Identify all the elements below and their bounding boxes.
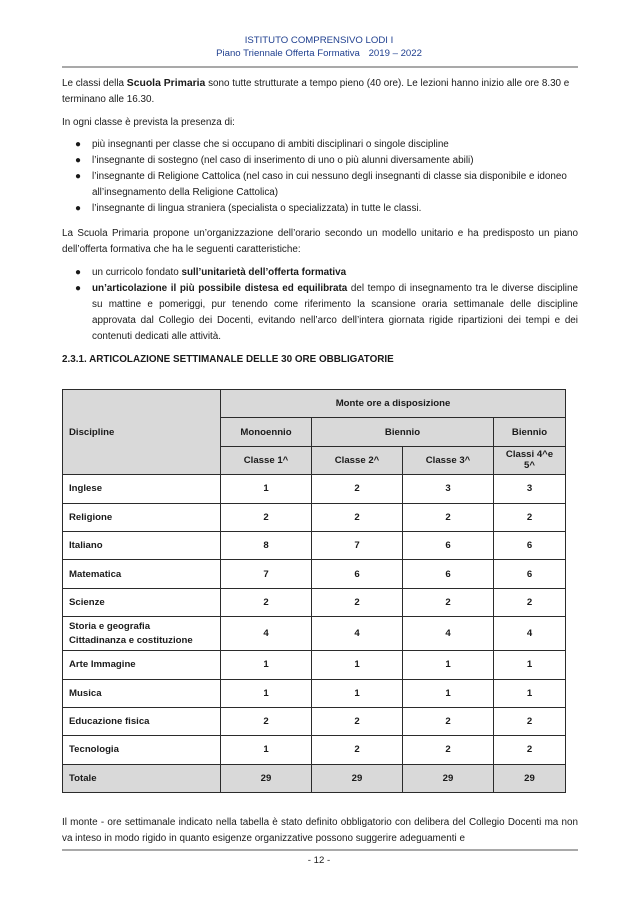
discipline-name bbox=[63, 617, 221, 651]
bullet-icon: ● bbox=[75, 267, 82, 278]
hours-cell: 2 bbox=[494, 707, 566, 735]
hours-cell: 3 bbox=[403, 475, 494, 503]
discipline-name: Inglese bbox=[63, 475, 221, 503]
table-row bbox=[63, 736, 566, 764]
bullet-icon: ● bbox=[75, 283, 82, 294]
group-header: Monoennio bbox=[221, 418, 312, 446]
intro-paragraph-1 bbox=[62, 76, 578, 108]
list-item bbox=[62, 201, 578, 217]
discipline-name-line: Storia e geografia bbox=[69, 620, 151, 632]
monte-ore-header: Monte ore a disposizione bbox=[221, 390, 566, 418]
intro-bold-text: Scuola Primaria bbox=[126, 78, 206, 89]
hours-cell: 2 bbox=[403, 707, 494, 735]
disciplines-header: Discipline bbox=[63, 390, 221, 475]
list-item-text: l’insegnante di lingua straniera (specialista o specializzata) in tutte le classi. bbox=[92, 203, 422, 214]
list-item bbox=[62, 153, 578, 169]
list-item-text: un curricolo fondato bbox=[92, 267, 182, 278]
discipline-name: Scienze bbox=[63, 588, 221, 616]
features-list bbox=[62, 265, 578, 345]
discipline-name: Musica bbox=[63, 679, 221, 707]
hours-cell: 2 bbox=[494, 736, 566, 764]
header-plan: Piano Triennale Offerta Formativa bbox=[216, 48, 360, 59]
section-title: 2.3.1. ARTICOLAZIONE SETTIMANALE DELLE 30 ORE OBBLIGATORIE bbox=[62, 354, 394, 365]
hours-cell: 1 bbox=[221, 651, 312, 679]
page-header bbox=[0, 34, 638, 60]
list-item bbox=[62, 265, 578, 281]
hours-cell: 29 bbox=[494, 764, 566, 792]
hours-cell: 1 bbox=[312, 679, 403, 707]
hours-cell: 4 bbox=[221, 617, 312, 651]
class-header: Classi 4^e 5^ bbox=[494, 446, 566, 474]
header-rule bbox=[62, 66, 578, 68]
footer-rule bbox=[62, 849, 578, 851]
bullet-icon: ● bbox=[75, 155, 82, 166]
table-row bbox=[63, 651, 566, 679]
class-header: Classe 2^ bbox=[312, 446, 403, 474]
hours-cell: 6 bbox=[312, 560, 403, 588]
hours-cell: 2 bbox=[403, 503, 494, 531]
hours-cell: 29 bbox=[312, 764, 403, 792]
bullet-icon: ● bbox=[75, 139, 82, 150]
hours-cell: 8 bbox=[221, 531, 312, 559]
table-row bbox=[63, 588, 566, 616]
bullet-icon: ● bbox=[75, 203, 82, 214]
hours-cell: 2 bbox=[221, 503, 312, 531]
header-years: 2019 – 2022 bbox=[368, 48, 422, 59]
discipline-name: Religione bbox=[63, 503, 221, 531]
table-row bbox=[63, 560, 566, 588]
hours-table bbox=[62, 389, 566, 793]
discipline-name: Arte Immagine bbox=[63, 651, 221, 679]
list-item bbox=[62, 137, 578, 153]
staff-list bbox=[62, 137, 578, 217]
list-item-text: più insegnanti per classe che si occupano di ambiti disciplinari o singole discipline bbox=[92, 139, 449, 150]
hours-cell: 2 bbox=[403, 736, 494, 764]
hours-cell: 6 bbox=[403, 560, 494, 588]
hours-cell: 2 bbox=[403, 588, 494, 616]
hours-cell: 4 bbox=[312, 617, 403, 651]
hours-cell: 1 bbox=[494, 679, 566, 707]
hours-cell: 6 bbox=[494, 531, 566, 559]
hours-cell: 2 bbox=[221, 707, 312, 735]
list-item-bold-text: un’articolazione il più possibile distesa ed equilibrata bbox=[92, 283, 348, 294]
list-item bbox=[62, 281, 578, 345]
discipline-name: Tecnologia bbox=[63, 736, 221, 764]
hours-cell: 2 bbox=[312, 736, 403, 764]
hours-cell: 2 bbox=[494, 503, 566, 531]
hours-cell: 7 bbox=[221, 560, 312, 588]
discipline-name: Matematica bbox=[63, 560, 221, 588]
hours-cell: 2 bbox=[312, 475, 403, 503]
group-header: Biennio bbox=[312, 418, 494, 446]
intro-text: Le classi della bbox=[62, 78, 127, 89]
table-row bbox=[63, 531, 566, 559]
intro-paragraph-2: In ogni classe è prevista la presenza di: bbox=[62, 117, 235, 128]
discipline-name: Educazione fisica bbox=[63, 707, 221, 735]
page-number: - 12 - bbox=[307, 855, 331, 866]
discipline-name: Italiano bbox=[63, 531, 221, 559]
hours-cell: 4 bbox=[494, 617, 566, 651]
hours-cell: 2 bbox=[312, 707, 403, 735]
discipline-name: Totale bbox=[63, 764, 221, 792]
hours-cell: 29 bbox=[221, 764, 312, 792]
hours-cell: 1 bbox=[494, 651, 566, 679]
hours-cell: 2 bbox=[312, 588, 403, 616]
hours-cell: 2 bbox=[312, 503, 403, 531]
table-row bbox=[63, 617, 566, 651]
table-row bbox=[63, 475, 566, 503]
main-content bbox=[62, 76, 578, 368]
class-header: Classe 3^ bbox=[403, 446, 494, 474]
table-header-row bbox=[63, 390, 566, 418]
hours-cell: 1 bbox=[403, 651, 494, 679]
table-body bbox=[63, 475, 566, 793]
hours-cell: 6 bbox=[403, 531, 494, 559]
bullet-icon: ● bbox=[75, 171, 82, 182]
hours-cell: 1 bbox=[221, 475, 312, 503]
header-school: ISTITUTO COMPRENSIVO LODI I bbox=[244, 35, 394, 46]
intro-paragraph-3: La Scuola Primaria propone un’organizzazione dell’orario secondo un modello unitario e ha predisposto un piano dell’offerta formativa che ha le seguenti caratteristiche: bbox=[62, 228, 578, 255]
hours-cell: 1 bbox=[403, 679, 494, 707]
table-row bbox=[63, 503, 566, 531]
hours-cell: 3 bbox=[494, 475, 566, 503]
hours-cell: 6 bbox=[494, 560, 566, 588]
class-header: Classe 1^ bbox=[221, 446, 312, 474]
table-row bbox=[63, 707, 566, 735]
list-item-text: del tempo di insegnamento tra le diverse discipline su mattine e pomeriggi, pur tenendo come riferimento la scansione oraria settimanale delle discipline approvata dal Collegio dei Docenti, evitando nell’arco dell’intera giornata rigide ripartizioni dei tempi e dei contenuti dedicati alle attività. bbox=[92, 283, 578, 342]
hours-cell: 1 bbox=[312, 651, 403, 679]
hours-cell: 2 bbox=[494, 588, 566, 616]
list-item-bold-text: sull’unitarietà dell’offerta formativa bbox=[181, 267, 347, 278]
hours-cell: 4 bbox=[403, 617, 494, 651]
list-item-text: l’insegnante di sostegno (nel caso di inserimento di uno o più alunni diversamente abili) bbox=[92, 155, 474, 166]
intro-text-end: sono tutte strutturate a tempo pieno (40 ore). Le lezioni hanno inizio alle ore 8.30 e terminano alle 16.30. bbox=[62, 78, 570, 105]
hours-cell: 1 bbox=[221, 679, 312, 707]
closing-paragraph: Il monte - ore settimanale indicato nella tabella è stato definito obbligatorio con delibera del Collegio Docenti ma non va inteso in modo rigido in quanto esigenze organizzative possono suggerire adeguamenti e bbox=[62, 817, 578, 844]
discipline-name-line: Cittadinanza e costituzione bbox=[69, 634, 193, 646]
hours-table-container bbox=[62, 389, 566, 793]
hours-cell: 1 bbox=[221, 736, 312, 764]
list-item-text: l’insegnante di Religione Cattolica (nel caso in cui nessuno degli insegnanti di classe sia disponibile e idoneo all’insegnamento della Religione Cattolica) bbox=[92, 171, 567, 198]
group-header: Biennio bbox=[494, 418, 566, 446]
table-total-row bbox=[63, 764, 566, 792]
table-row bbox=[63, 679, 566, 707]
hours-cell: 7 bbox=[312, 531, 403, 559]
hours-cell: 29 bbox=[403, 764, 494, 792]
hours-cell: 2 bbox=[221, 588, 312, 616]
header-plan-line bbox=[0, 47, 638, 60]
list-item bbox=[62, 169, 578, 201]
